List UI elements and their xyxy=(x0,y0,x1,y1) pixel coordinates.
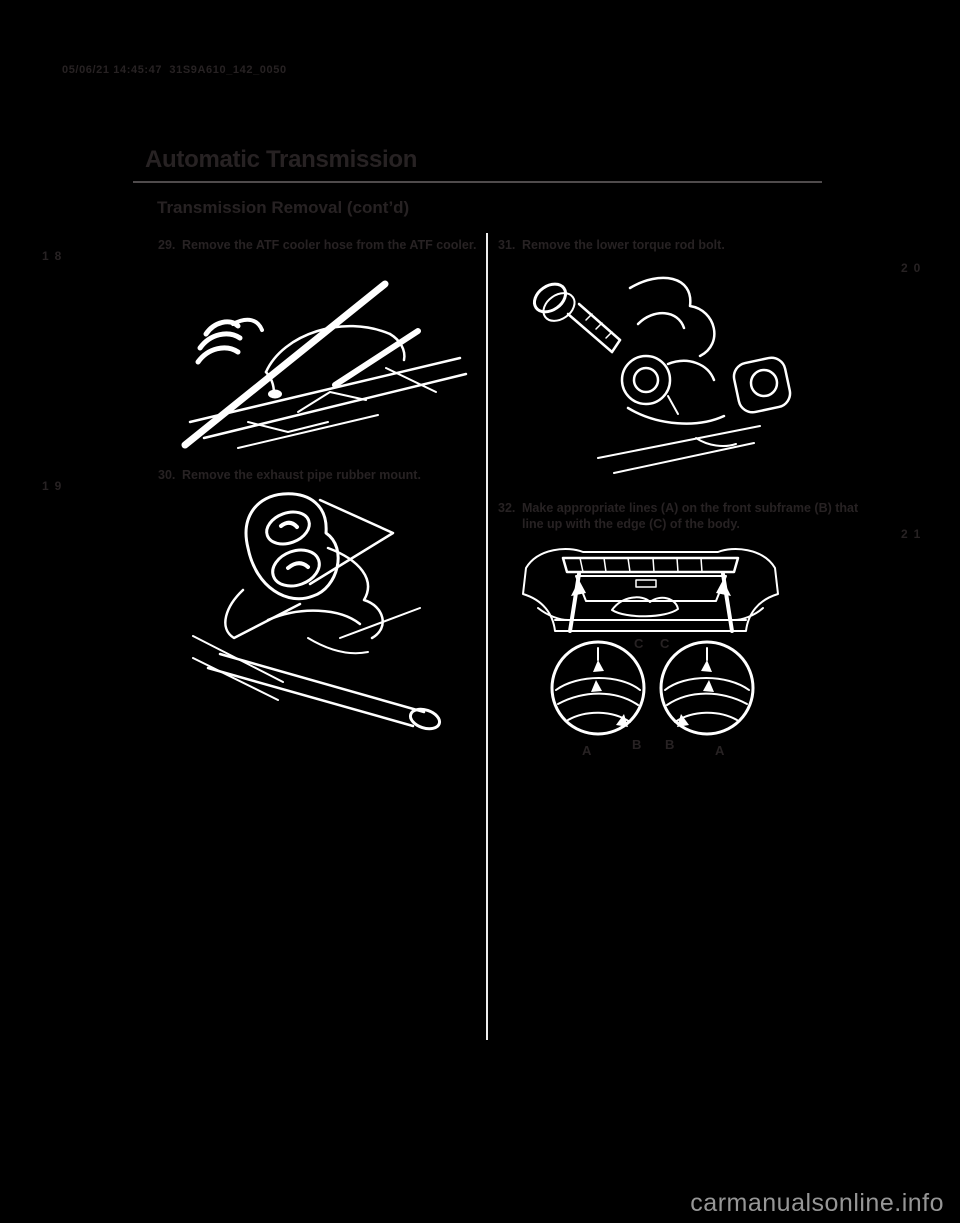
section-title: Transmission Removal (cont’d) xyxy=(157,198,410,217)
scan-timestamp: 05/06/21 14:45:47 31S9A610_142_0050 xyxy=(62,64,287,76)
step-text: Remove the ATF cooler hose from the ATF cooler. xyxy=(182,238,477,252)
step-number: 29. xyxy=(158,238,176,252)
step-number: 32. xyxy=(498,501,516,515)
margin-tab-19: 19 xyxy=(42,479,68,493)
step-number: 30. xyxy=(158,468,176,482)
step-31 xyxy=(498,237,838,253)
step-32 xyxy=(498,500,866,532)
lower-torque-rod-bolt-illustration xyxy=(518,268,803,483)
step-text: Remove the exhaust pipe rubber mount. xyxy=(182,468,421,482)
margin-tab-21: 21 xyxy=(901,527,927,541)
margin-tab-20: 20 xyxy=(901,261,927,275)
step-text: Make appropriate lines (A) on the front subframe (B) that line up with the edge (C) of the body. xyxy=(522,501,859,531)
label-b-right: B xyxy=(665,737,675,752)
atf-cooler-hose-illustration xyxy=(178,272,473,457)
label-b-left: B xyxy=(632,737,642,752)
margin-tab-18: 18 xyxy=(42,249,68,263)
watermark: carmanualsonline.info xyxy=(690,1189,944,1217)
front-subframe-marking-illustration xyxy=(508,538,793,773)
page-title: Automatic Transmission xyxy=(145,146,418,173)
step-29 xyxy=(158,237,488,253)
label-c-left: C xyxy=(634,636,644,651)
step-text: Remove the lower torque rod bolt. xyxy=(522,238,725,252)
step-30 xyxy=(158,467,488,483)
label-c-right: C xyxy=(660,636,670,651)
exhaust-pipe-rubber-mount-illustration xyxy=(188,488,483,743)
label-a-right: A xyxy=(715,743,725,758)
title-rule xyxy=(133,181,822,183)
step-number: 31. xyxy=(498,238,516,252)
column-divider xyxy=(486,233,488,1040)
label-a-left: A xyxy=(582,743,592,758)
